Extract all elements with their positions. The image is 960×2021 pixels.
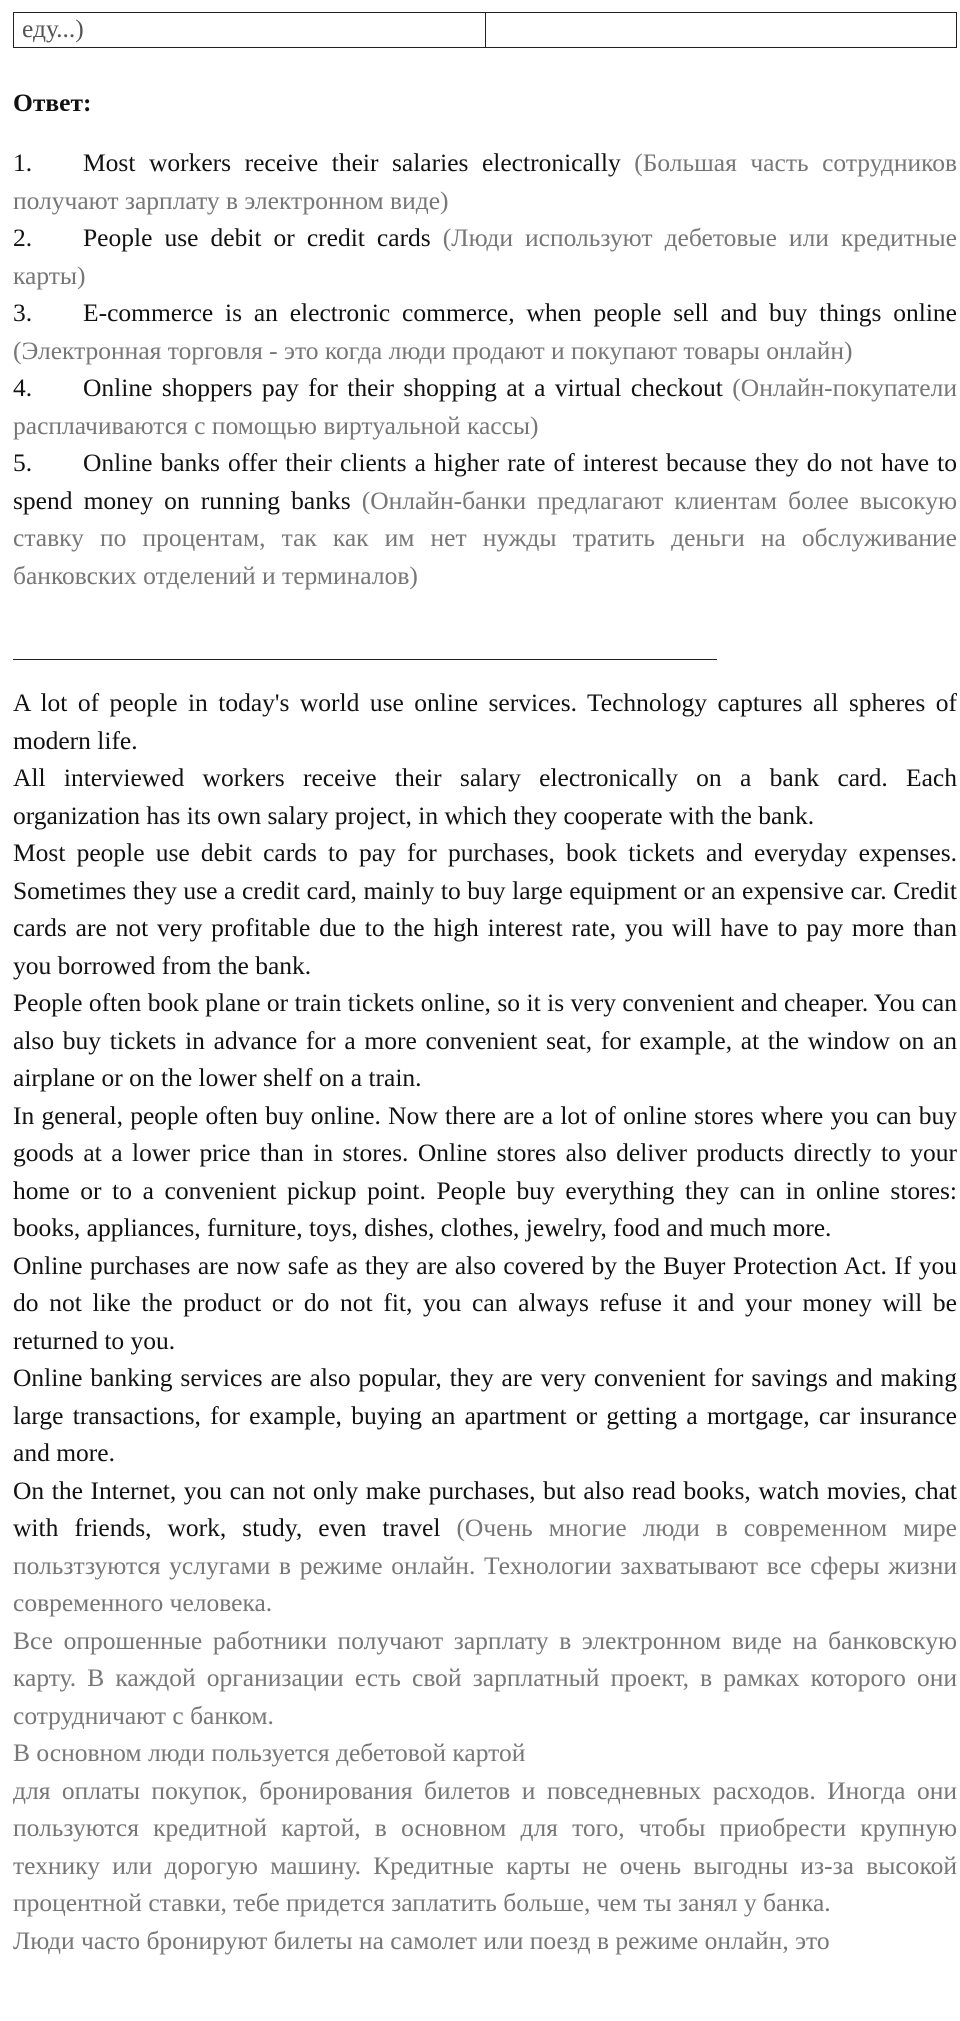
- table-cell: [485, 13, 957, 47]
- item-number: 1.: [13, 148, 33, 177]
- table-cell: еду...): [22, 14, 84, 43]
- essay-translation: (Очень многие люди в современном мире пользтзуются услугами в режиме онлайн. Технологии захватывают все сферы жизни современного человека.: [13, 1513, 958, 1617]
- item-english: Online shoppers pay for their shopping at a virtual checkout: [83, 373, 723, 402]
- table-fragment: [13, 12, 957, 48]
- translation-paragraph: В основном люди пользуется дебетовой картой: [13, 1738, 526, 1767]
- item-translation: (Онлайн-банки предлагают клиентам более высокую ставку по процентам, так как им нет нужды тратить деньги на обслуживание банковских отделений и терминалов): [13, 485, 958, 590]
- essay-text: [13, 684, 957, 1959]
- item-translation: (Люди используют дебетовые или кредитные карты): [13, 223, 957, 290]
- essay-paragraph: Most people use debit cards to pay for purchases, book tickets and everyday expenses. Sometimes they use a credit card, mainly to buy large equipment or an expensive car. Credit cards are not very profitable due to the high interest rate, you will have to pay more than you borrowed from the bank.: [13, 838, 957, 980]
- essay-paragraph: [13, 1472, 957, 1622]
- item-english: Most workers receive their salaries electronically: [83, 148, 621, 177]
- item-english: E-commerce is an electronic commerce, when people sell and buy things online: [83, 298, 957, 327]
- section-divider: [13, 659, 717, 660]
- item-number: 3.: [13, 298, 33, 327]
- essay-english: On the Internet, you can not only make purchases, but also read books, watch movies, chat with friends, work, study, even travel: [13, 1475, 957, 1542]
- essay-paragraph: Online banking services are also popular, they are very convenient for savings and making large transactions, for example, buying an apartment or getting a mortgage, car insurance and more.: [13, 1363, 957, 1467]
- answer-item: [13, 144, 957, 219]
- item-number: 2.: [13, 223, 33, 252]
- answer-heading: Ответ:: [13, 88, 92, 117]
- item-english: People use debit or credit cards: [83, 223, 431, 252]
- essay-paragraph: A lot of people in today's world use online services. Technology captures all spheres of modern life.: [13, 688, 957, 755]
- answer-list: [13, 144, 957, 594]
- essay-paragraph: All interviewed workers receive their salary electronically on a bank card. Each organization has its own salary project, in which they cooperate with the bank.: [13, 763, 957, 830]
- translation-paragraph: Все опрошенные работники получают зарплату в электронном виде на банковскую карту. В каждой организации есть свой зарплатный проект, в рамках которого они сотрудничают с банком.: [13, 1625, 957, 1730]
- answer-item: [13, 294, 957, 369]
- answer-item: [13, 219, 957, 294]
- item-english: Online banks offer their clients a higher rate of interest because they do not have to spend money on running banks: [13, 448, 957, 515]
- essay-paragraph: In general, people often buy online. Now there are a lot of online stores where you can buy goods at a lower price than in stores. Online stores also deliver products directly to your home or to a convenient pickup point. People buy everything they can in online stores: books, appliances, furniture, toys, dishes, clothes, jewelry, food and much more.: [13, 1100, 957, 1242]
- translation-paragraph: для оплаты покупок, бронирования билетов и повседневных расходов. Иногда они пользуются кредитной картой, в основном для того, чтобы приобрести крупную технику или дорогую машину. Кредитные карты не очень выгодны из-за высокой процентной ставки, тебе придется заплатить больше, чем ты занял у банка.: [13, 1775, 957, 1917]
- answer-item: [13, 444, 957, 594]
- essay-paragraph: Online purchases are now safe as they are also covered by the Buyer Protection Act. If you do not like the product or do not fit, you can always refuse it and your money will be returned to you.: [13, 1250, 957, 1355]
- item-number: 5.: [13, 448, 33, 477]
- item-number: 4.: [13, 373, 33, 402]
- item-translation: (Большая часть сотрудников получают зарплату в электронном виде): [13, 148, 958, 215]
- essay-paragraph: People often book plane or train tickets online, so it is very convenient and cheaper. You can also buy tickets in advance for a more convenient seat, for example, at the window on an airplane or on the lower shelf on a train.: [13, 988, 957, 1092]
- item-translation: (Электронная торговля - это когда люди продают и покупают товары онлайн): [13, 335, 853, 365]
- answer-item: [13, 369, 957, 444]
- translation-paragraph: Люди часто бронируют билеты на самолет или поезд в режиме онлайн, это: [13, 1925, 830, 1955]
- item-translation: (Онлайн-покупатели расплачиваются с помощью виртуальной кассы): [13, 373, 957, 440]
